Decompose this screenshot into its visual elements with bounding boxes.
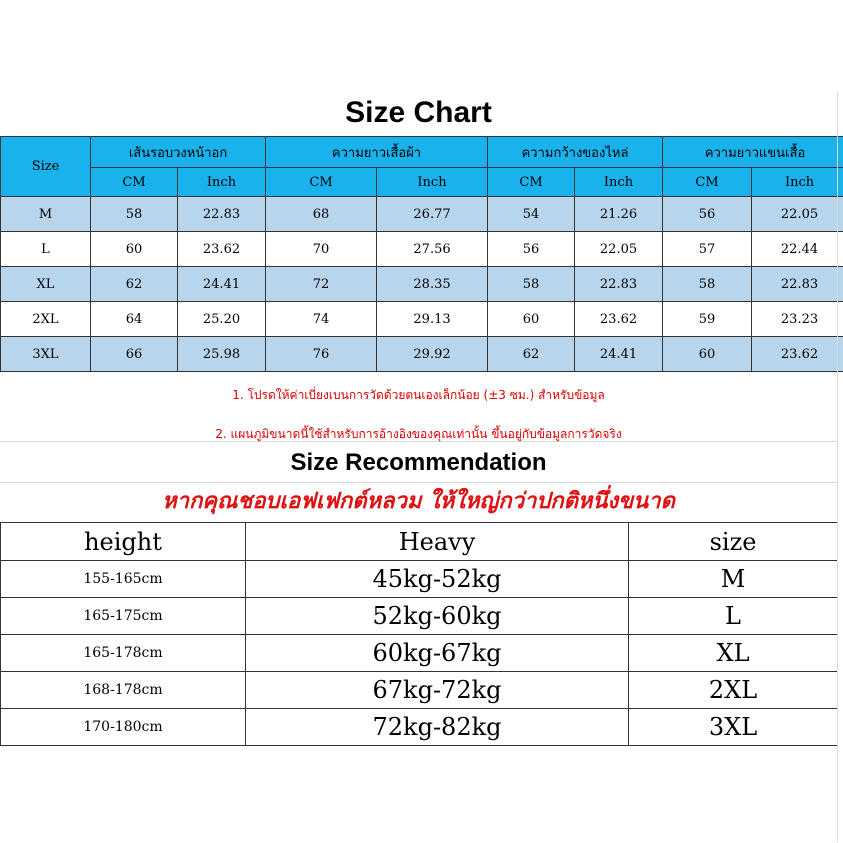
value-cell: 22.44 [752,232,843,267]
value-cell: 22.83 [178,197,266,232]
unit-header: Inch [377,168,488,197]
height-header: height [1,523,246,561]
unit-header: Inch [752,168,843,197]
value-cell: 58 [488,267,575,302]
value-cell: 64 [91,302,178,337]
height-cell: 165-175cm [1,598,246,635]
table-row [1,635,838,672]
value-cell: 58 [91,197,178,232]
weight-cell: 67kg-72kg [246,672,629,709]
weight-header: Heavy [246,523,629,561]
unit-header: CM [663,168,752,197]
value-cell: 76 [266,337,377,372]
value-cell: 60 [91,232,178,267]
value-cell: 25.98 [178,337,266,372]
value-cell: 62 [91,267,178,302]
size-cell: 2XL [1,302,91,337]
value-cell: 25.20 [178,302,266,337]
value-cell: 56 [488,232,575,267]
value-cell: 60 [663,337,752,372]
weight-cell: 72kg-82kg [246,709,629,746]
value-cell: 72 [266,267,377,302]
note-2: 2. แผนภูมิขนาดนี้ใช้สำหรับการอ้างอิงของคุณเท่านั้น ขึ้นอยู่กับข้อมูลการวัดจริง [215,427,622,441]
value-cell: 22.83 [575,267,663,302]
group-header-shoulder: ความกว้างของไหล่ [488,137,663,168]
recommendation-table [0,522,838,746]
value-cell: 56 [663,197,752,232]
value-cell: 21.26 [575,197,663,232]
group-header-length: ความยาวเสื้อผ้า [266,137,488,168]
value-cell: 68 [266,197,377,232]
size-header: Size [1,137,91,197]
value-cell: 29.92 [377,337,488,372]
height-cell: 170-180cm [1,709,246,746]
size-cell: 3XL [629,709,838,746]
height-cell: 168-178cm [1,672,246,709]
table-row [1,709,838,746]
size-chart-title: Size Chart [345,96,492,129]
unit-header: CM [91,168,178,197]
value-cell: 70 [266,232,377,267]
table-row [1,672,838,709]
group-header-chest: เส้นรอบวงหน้าอก [91,137,266,168]
weight-cell: 60kg-67kg [246,635,629,672]
value-cell: 54 [488,197,575,232]
size-cell: 3XL [1,337,91,372]
table-row [1,197,843,232]
size-cell: L [1,232,91,267]
recommendation-subtitle: หากคุณชอบเอฟเฟกต์หลวม ให้ใหญ่กว่าปกติหนึ่งขนาด [162,489,675,514]
unit-header: CM [266,168,377,197]
table-row [1,561,838,598]
weight-cell: 52kg-60kg [246,598,629,635]
height-cell: 155-165cm [1,561,246,598]
value-cell: 62 [488,337,575,372]
value-cell: 26.77 [377,197,488,232]
unit-header: Inch [575,168,663,197]
group-header-sleeve: ความยาวแขนเสื้อ [663,137,843,168]
table-row [1,267,843,302]
height-cell: 165-178cm [1,635,246,672]
size-cell: XL [629,635,838,672]
value-cell: 27.56 [377,232,488,267]
unit-header: CM [488,168,575,197]
value-cell: 74 [266,302,377,337]
value-cell: 24.41 [575,337,663,372]
value-cell: 57 [663,232,752,267]
value-cell: 22.83 [752,267,843,302]
size-cell: M [1,197,91,232]
value-cell: 23.62 [575,302,663,337]
value-cell: 59 [663,302,752,337]
value-cell: 29.13 [377,302,488,337]
divider [0,482,837,483]
size-cell: L [629,598,838,635]
unit-header: Inch [178,168,266,197]
value-cell: 66 [91,337,178,372]
note-1: 1. โปรดให้ค่าเบี่ยงเบนการวัดด้วยตนเองเล็กน้อย (±3 ซม.) สำหรับข้อมูล [232,388,605,402]
size-chart-table [0,136,843,372]
table-row [1,598,838,635]
weight-cell: 45kg-52kg [246,561,629,598]
table-row [1,302,843,337]
value-cell: 60 [488,302,575,337]
right-border-line [837,92,838,842]
value-cell: 24.41 [178,267,266,302]
recommendation-title: Size Recommendation [290,449,547,476]
table-row [1,337,843,372]
table-row [1,232,843,267]
size-cell: 2XL [629,672,838,709]
value-cell: 28.35 [377,267,488,302]
value-cell: 23.62 [178,232,266,267]
value-cell: 22.05 [752,197,843,232]
value-cell: 23.62 [752,337,843,372]
value-cell: 58 [663,267,752,302]
size-cell: M [629,561,838,598]
size-cell: XL [1,267,91,302]
size-header: size [629,523,838,561]
value-cell: 23.23 [752,302,843,337]
value-cell: 22.05 [575,232,663,267]
